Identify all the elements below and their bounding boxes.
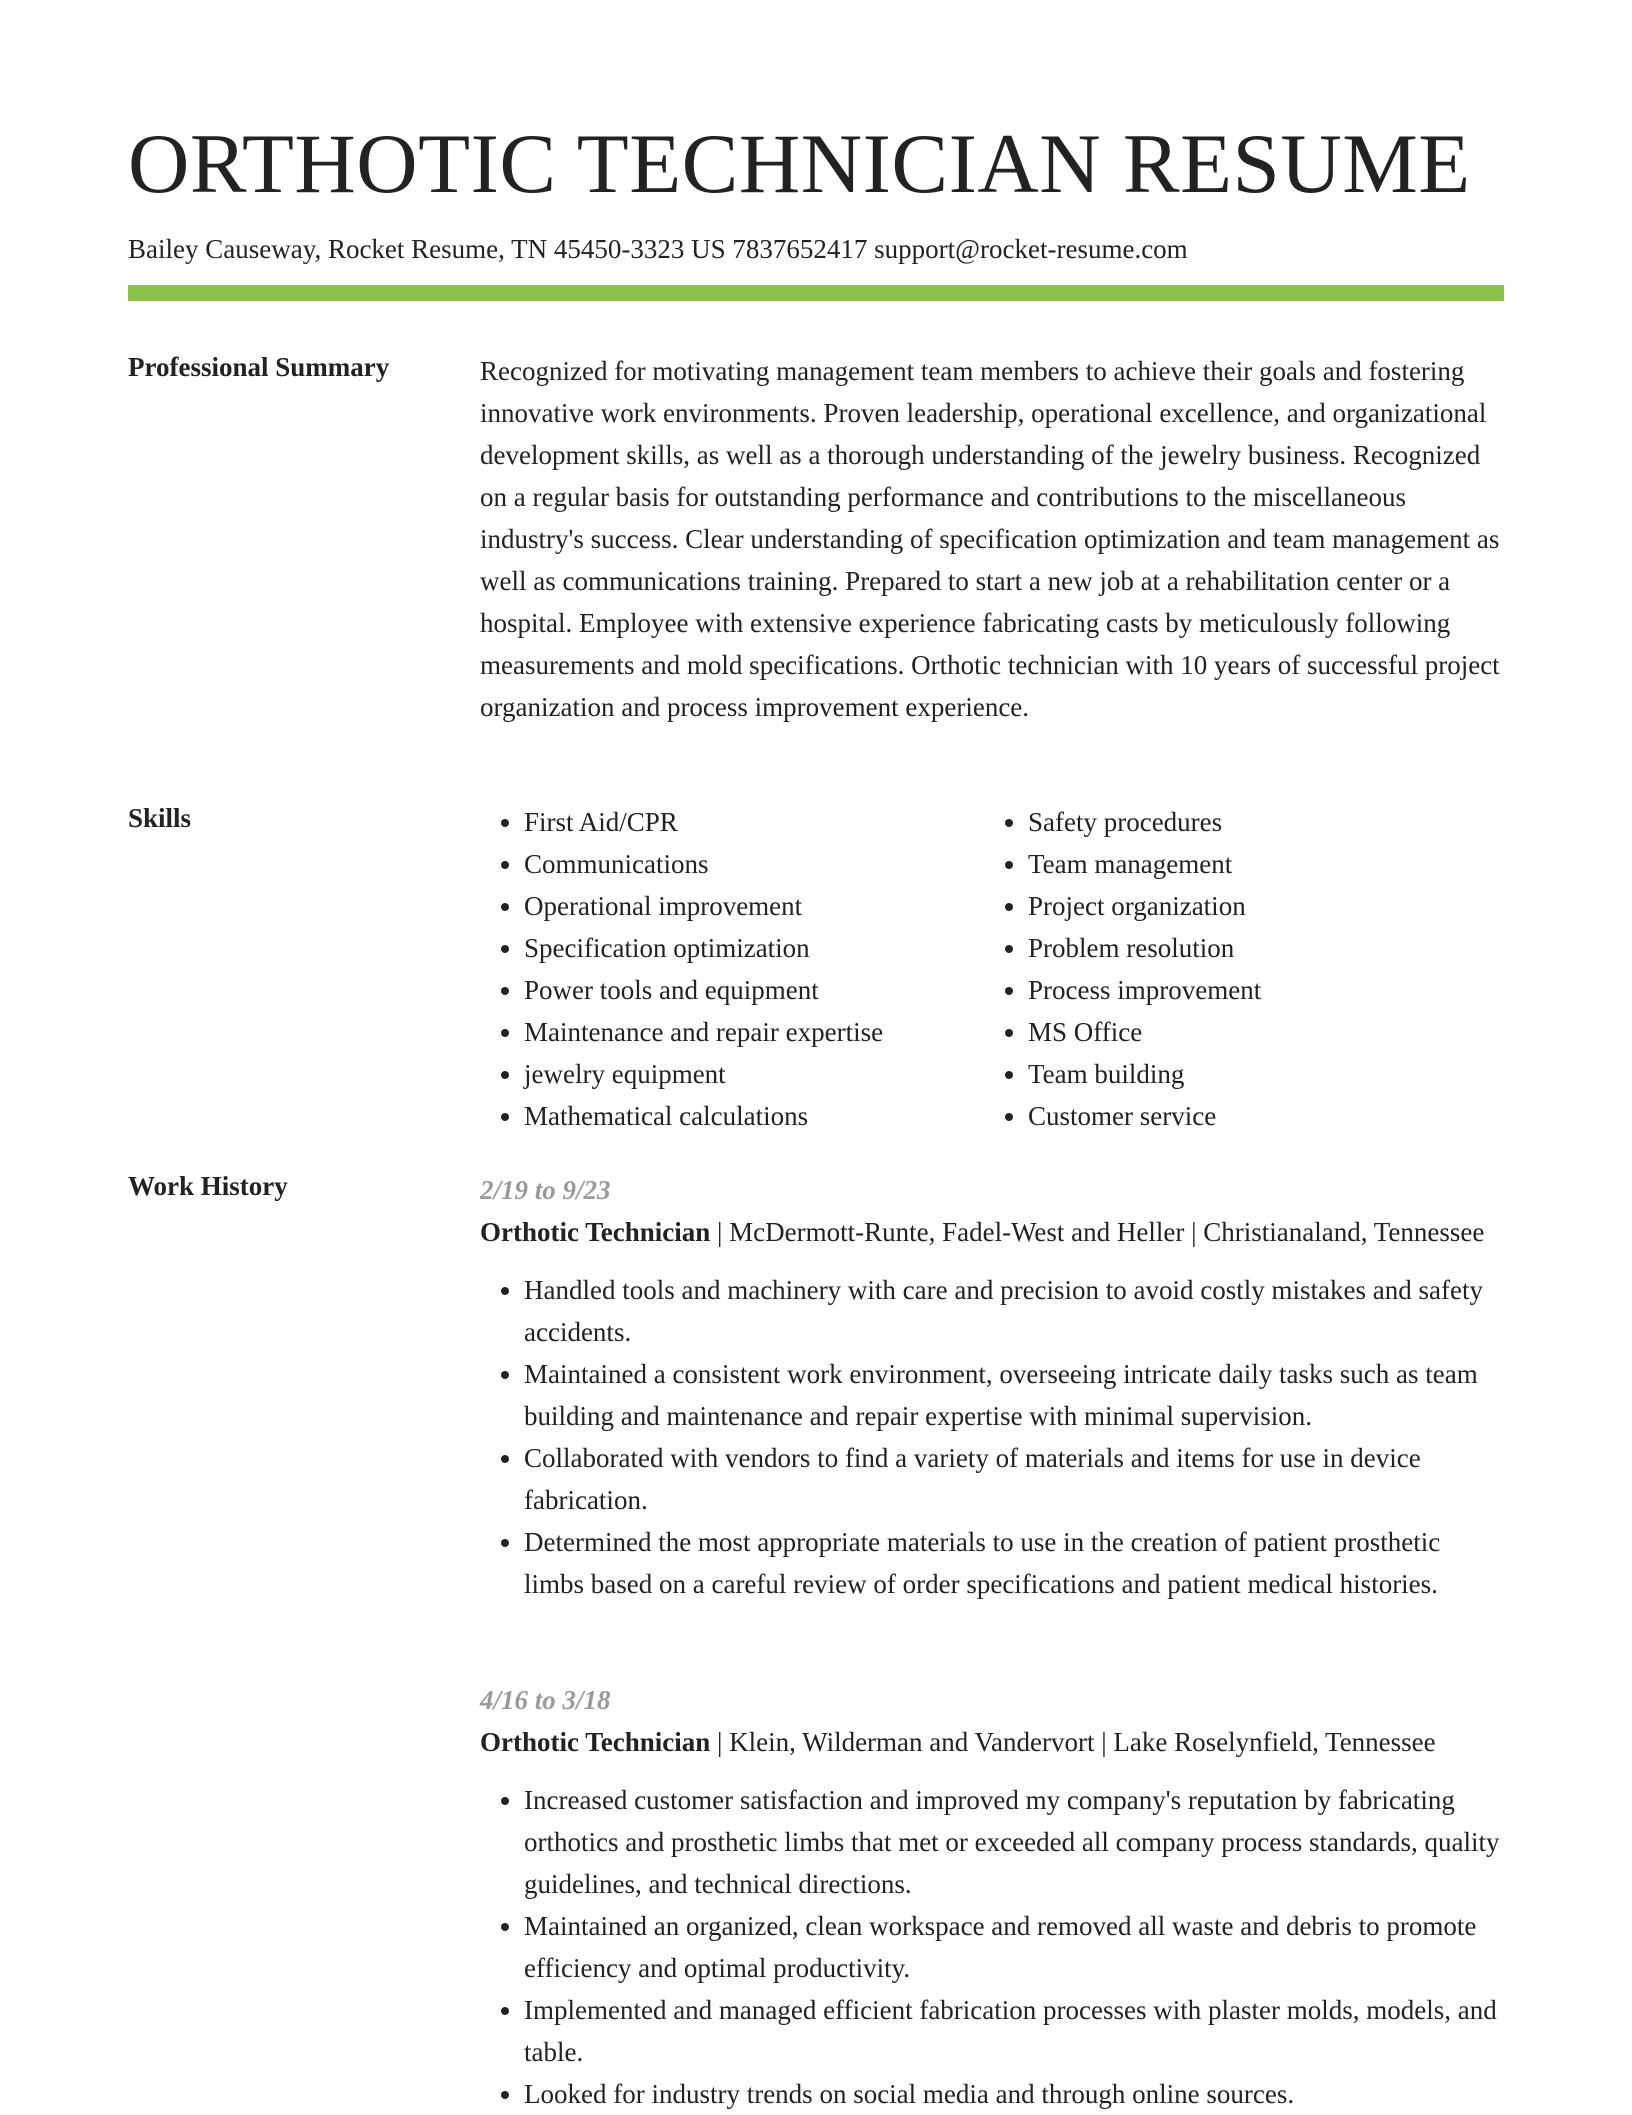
list-item: • Looked for industry trends on social media and through online sources. [524, 2073, 1504, 2115]
resume-title: ORTHOTIC TECHNICIAN RESUME [128, 117, 1471, 211]
job-heading [480, 1211, 1504, 1253]
skills-list-left [480, 801, 984, 1137]
list-item: • Determined the most appropriate materials to use in the creation of patient prosthetic limbs based on a careful review of order specifications and patient medical histories. [524, 1521, 1504, 1605]
job-dates: 4/16 to 3/18 [480, 1685, 611, 1715]
list-item: • Maintenance and repair expertise [524, 1011, 984, 1053]
job-title: Orthotic Technician [480, 1727, 711, 1757]
list-item: • Process improvement [1028, 969, 1488, 1011]
list-item: • Team building [1028, 1053, 1488, 1095]
job-entry [480, 1679, 1504, 2115]
list-item: • Handled tools and machinery with care and precision to avoid costly mistakes and safety accidents. [524, 1269, 1504, 1353]
list-item: • Project organization [1028, 885, 1488, 927]
list-item: • Collaborated with vendors to find a variety of materials and items for use in device fabrication. [524, 1437, 1504, 1521]
job-duties [480, 1269, 1504, 1605]
job-heading [480, 1721, 1504, 1763]
list-item: • Maintained an organized, clean workspace and removed all waste and debris to promote efficiency and optimal productivity. [524, 1905, 1504, 1989]
job-duties [480, 1779, 1504, 2115]
list-item: • Specification optimization [524, 927, 984, 969]
list-item: • Maintained a consistent work environment, overseeing intricate daily tasks such as team building and maintenance and repair expertise with minimal supervision. [524, 1353, 1504, 1437]
job-entry [480, 1169, 1504, 1605]
list-item: • Implemented and managed efficient fabrication processes with plaster molds, models, and table. [524, 1989, 1504, 2073]
job-dates: 2/19 to 9/23 [480, 1175, 611, 1205]
list-item: • jewelry equipment [524, 1053, 984, 1095]
skills-list-right [984, 801, 1488, 1137]
list-item: • Increased customer satisfaction and improved my company's reputation by fabricating orthotics and prosthetic limbs that met or exceeded all company process standards, quality guidelines, and technical directions. [524, 1779, 1504, 1905]
work-history-label: Work History [128, 1171, 288, 1201]
header-divider [128, 285, 1504, 301]
summary-text: Recognized for motivating management team members to achieve their goals and fostering innovative work environments. Proven leadership, operational excellence, and organizational development skills, as well as a thorough understanding of the jewelry business. Recognized on a regular basis for outstanding performance and contributions to the miscellaneous industry's success. Clear understanding of specification optimization and team management as well as communications training. Prepared to start a new job at a rehabilitation center or a hospital. Employee with extensive experience fabricating casts by meticulously following measurements and mold specifications. Orthotic technician with 10 years of successful project organization and process improvement experience. [480, 356, 1500, 722]
list-item: • Team management [1028, 843, 1488, 885]
list-item: • Communications [524, 843, 984, 885]
list-item: • Customer service [1028, 1095, 1488, 1137]
skills-label: Skills [128, 803, 192, 833]
skills-columns [480, 801, 1504, 1137]
job-details: | Klein, Wilderman and Vandervort | Lake Roselynfield, Tennessee [710, 1727, 1436, 1757]
list-item: • Operational improvement [524, 885, 984, 927]
list-item: • Problem resolution [1028, 927, 1488, 969]
list-item: • Power tools and equipment [524, 969, 984, 1011]
list-item: • Safety procedures [1028, 801, 1488, 843]
summary-label: Professional Summary [128, 352, 390, 382]
job-title: Orthotic Technician [480, 1217, 711, 1247]
list-item: • First Aid/CPR [524, 801, 984, 843]
list-item: • MS Office [1028, 1011, 1488, 1053]
contact-line: Bailey Causeway, Rocket Resume, TN 45450-3323 US 7837652417 support@rocket-resume.com [128, 234, 1188, 264]
job-details: | McDermott-Runte, Fadel-West and Heller | Christianaland, Tennessee [710, 1217, 1485, 1247]
list-item: • Mathematical calculations [524, 1095, 984, 1137]
